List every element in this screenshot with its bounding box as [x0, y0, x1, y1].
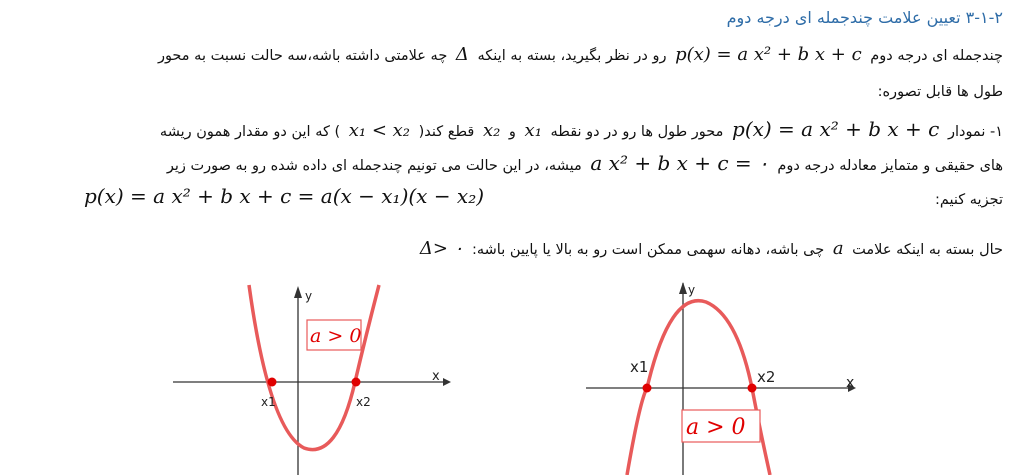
root-point-x2 [352, 378, 361, 387]
parabola-curve [249, 285, 379, 450]
y-axis-arrow [679, 282, 687, 294]
root-inequality: x₁ < x₂ [348, 120, 411, 141]
paragraph-line-1 [18, 44, 1003, 65]
delta-condition: Δ> ۰ [419, 238, 464, 259]
coefficient-sign-label: a > 0 [310, 325, 362, 347]
root-label-x2: x2 [757, 368, 776, 386]
text-segment: حال بسته به اینکه علامت [852, 242, 1003, 258]
text-segment: ۱- نمودار [947, 124, 1003, 140]
x-axis-label: x [846, 375, 855, 391]
paragraph-line-2: طول ها قابل تصوره: [877, 84, 1003, 100]
y-axis-arrow [294, 286, 302, 298]
factorization-equation: p(x) = a x² + b x + c = a(x − x₁)(x − x₂) [84, 184, 485, 208]
text-segment: های حقیقی و متمایز معادله درجه دوم [777, 158, 1003, 174]
root-point-x2 [748, 384, 757, 393]
y-axis-label: y [688, 283, 696, 297]
delta-symbol: Δ [455, 44, 469, 65]
text-segment: میشه، در این حالت می تونیم چندجمله ای داده شده رو به صورت زیر [166, 158, 582, 174]
x-axis-label: x [432, 369, 440, 384]
coefficient-a: a [832, 238, 844, 259]
root-point-x1 [643, 384, 652, 393]
text-segment: ) که این دو مقدار همون ریشه [159, 124, 341, 140]
root-point-x1 [268, 378, 277, 387]
root-x1: x₁ [524, 120, 542, 141]
graph-downward-parabola [580, 280, 870, 475]
polynomial-formula: p(x) = a x² + b x + c [675, 44, 862, 65]
text-segment: چی باشه، دهانه سهمی ممکن است رو به بالا یا پایین باشه: [472, 242, 825, 258]
text-segment: چه علامتی داشته باشه،سه حالت نسبت به محور [157, 48, 448, 64]
graph-upward-parabola [165, 280, 465, 475]
coefficient-sign-label: a > 0 [686, 415, 746, 440]
text-segment: چندجمله ای درجه دوم [870, 48, 1003, 64]
sign-line [18, 238, 1003, 259]
text-segment: و [508, 124, 516, 140]
text-segment: رو در نظر بگیرید، بسته به اینکه [477, 48, 667, 64]
polynomial-formula: p(x) = a x² + b x + c [732, 117, 940, 141]
case1-line-1 [18, 117, 1003, 141]
root-x2: x₂ [482, 120, 501, 141]
section-heading: ۳-۱-۲ تعیین علامت چندجمله ای درجه دوم [726, 8, 1003, 27]
text-segment: محور طول ها رو در دو نقطه [550, 124, 724, 140]
root-label-x1: x1 [261, 395, 276, 409]
case1-line-2 [18, 151, 1003, 175]
root-label-x2: x2 [356, 395, 371, 409]
quadratic-equation: a x² + b x + c = ۰ [590, 151, 769, 175]
root-label-x1: x1 [630, 358, 649, 376]
x-axis-arrow [443, 378, 451, 386]
case1-line-3: تجزیه کنیم: [934, 192, 1003, 208]
y-axis-label: y [305, 289, 313, 303]
text-segment: قطع کند( [418, 124, 475, 140]
